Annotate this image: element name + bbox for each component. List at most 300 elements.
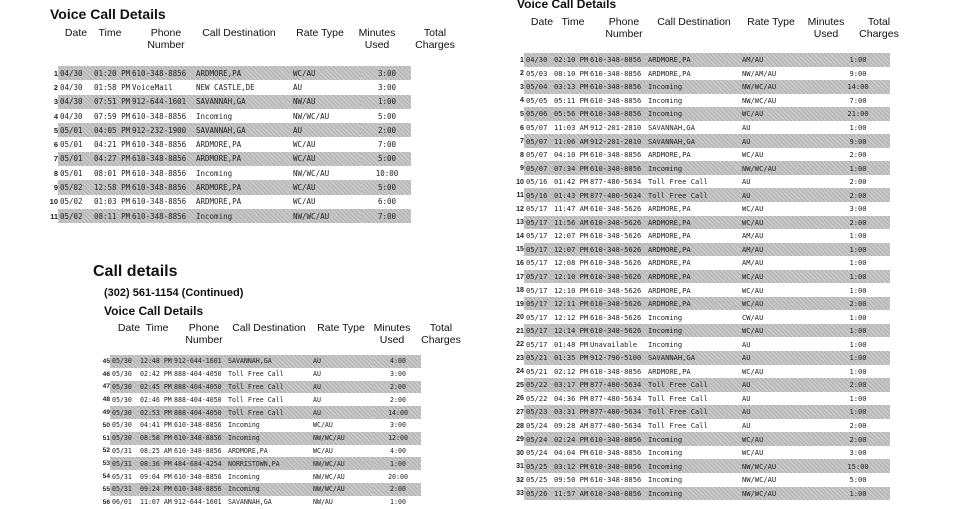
minutes-cell: 1:00 bbox=[849, 231, 867, 241]
destination-cell: Incoming bbox=[648, 448, 683, 458]
minutes-cell: 2:00 bbox=[824, 297, 890, 311]
destination-cell: Incoming bbox=[228, 472, 260, 481]
row-number: 9 bbox=[53, 183, 58, 193]
table-row bbox=[500, 446, 890, 460]
phone-cell: 877-480-5634 bbox=[590, 421, 642, 431]
phone-number-header: Phone Number bbox=[147, 27, 185, 51]
table-row bbox=[500, 297, 890, 311]
table-row bbox=[500, 188, 890, 202]
minutes-cell: 1:00 bbox=[849, 393, 867, 403]
time-header: Time bbox=[561, 16, 585, 28]
row-number: 24 bbox=[516, 367, 524, 376]
rate-type-cell: NW/AU bbox=[291, 95, 361, 109]
minutes-cell: 14:00 bbox=[373, 406, 421, 419]
time-cell: 01:35 PM bbox=[552, 351, 588, 365]
minutes-cell: 5:00 bbox=[361, 152, 411, 166]
time-cell: 12:07 PM bbox=[552, 243, 588, 257]
phone-cell: 610-348-8856 bbox=[172, 432, 226, 445]
rate-type-cell: AU bbox=[742, 421, 751, 431]
phone-cell: 912-790-5100 bbox=[588, 351, 646, 365]
table-row bbox=[34, 95, 411, 109]
phone-cell: 610-348-8856 bbox=[130, 152, 194, 166]
rate-type-cell: NW/WC/AU bbox=[311, 483, 373, 496]
time-cell: 02:10 PM bbox=[552, 53, 588, 67]
rate-type-cell: NW/WC/AU bbox=[293, 168, 330, 178]
rate-type-cell: NW/WC/AU bbox=[740, 487, 824, 501]
phone-cell: 912-644-1601 bbox=[172, 355, 226, 368]
row-number: 10 bbox=[49, 197, 58, 207]
call-table-right bbox=[500, 53, 890, 500]
date-cell: 05/30 bbox=[112, 370, 132, 379]
rate-type-cell: AU bbox=[740, 351, 824, 365]
time-cell: 11:03 AM bbox=[554, 123, 588, 132]
rate-type-cell: NW/WC/AU bbox=[740, 459, 824, 473]
table-row bbox=[34, 123, 411, 137]
rate-type-cell: NW/WC/AU bbox=[293, 111, 330, 121]
rate-type-cell: NW/WC/AU bbox=[311, 457, 373, 470]
time-cell: 12:07 PM bbox=[554, 231, 588, 241]
date-cell: 05/24 bbox=[526, 448, 548, 458]
date-cell: 05/23 bbox=[524, 405, 552, 419]
table-row bbox=[86, 381, 421, 394]
destination-cell: Incoming bbox=[648, 339, 683, 349]
row-number: 1 bbox=[520, 55, 524, 64]
table-row bbox=[500, 243, 890, 257]
date-header: Date bbox=[117, 322, 141, 334]
destination-cell: ARDMORE,PA bbox=[646, 297, 740, 311]
destination-cell: Toll Free Call bbox=[646, 405, 740, 419]
table-row bbox=[500, 405, 890, 419]
time-cell: 12:14 PM bbox=[552, 324, 588, 338]
destination-cell: ARDMORE,PA bbox=[646, 243, 740, 257]
rate-type-cell: AM/AU bbox=[740, 243, 824, 257]
time-cell: 04:10 PM bbox=[554, 150, 588, 160]
table-row bbox=[86, 483, 421, 496]
destination-cell: SAVANNAH,GA bbox=[648, 123, 695, 132]
phone-cell: 610-348-8856 bbox=[132, 111, 187, 121]
table-row bbox=[86, 457, 421, 470]
minutes-cell: 2:00 bbox=[824, 188, 890, 202]
destination-cell: ARDMORE,PA bbox=[648, 366, 691, 376]
phone-cell: 610-348-8856 bbox=[132, 197, 187, 207]
destination-cell: Incoming bbox=[196, 168, 233, 178]
minutes-cell: 1:00 bbox=[824, 405, 890, 419]
date-cell: 05/24 bbox=[524, 432, 552, 446]
rate-type-cell: AU bbox=[742, 177, 751, 187]
minutes-cell: 10:00 bbox=[375, 168, 399, 178]
phone-cell: 610-348-8856 bbox=[132, 140, 187, 150]
table-row bbox=[500, 432, 890, 446]
date-cell: 05/07 bbox=[524, 161, 552, 175]
destination-cell: Incoming bbox=[646, 161, 740, 175]
time-cell: 07:59 PM bbox=[94, 111, 130, 121]
destination-cell: Incoming bbox=[196, 111, 233, 121]
rate-type-cell: WC/AU bbox=[740, 107, 824, 121]
date-cell: 05/30 bbox=[110, 355, 138, 368]
minutes-cell: 9:00 bbox=[849, 68, 867, 78]
call-table-left-top bbox=[34, 66, 411, 223]
phone-cell: 610-348-5626 bbox=[590, 258, 642, 268]
row-number: 6 bbox=[53, 140, 58, 150]
table-row bbox=[500, 310, 890, 324]
date-cell: 05/02 bbox=[58, 209, 92, 223]
destination-cell: Incoming bbox=[646, 324, 740, 338]
minutes-cell: 20:00 bbox=[388, 472, 408, 481]
minutes-cell: 3:00 bbox=[377, 82, 397, 92]
table-row bbox=[34, 109, 411, 123]
row-number: 48 bbox=[102, 396, 110, 404]
rate-type-cell: AU bbox=[311, 406, 373, 419]
phone-cell: 912-232-1900 bbox=[130, 123, 194, 137]
destination-cell: ARDMORE,PA bbox=[648, 285, 691, 295]
time-cell: 12:10 PM bbox=[554, 285, 588, 295]
time-cell: 01:43 PM bbox=[552, 188, 588, 202]
time-header: Time bbox=[145, 322, 169, 334]
table-row bbox=[34, 80, 411, 94]
call-destination-header: Call Destination bbox=[232, 322, 306, 334]
destination-cell: ARDMORE,PA bbox=[646, 216, 740, 230]
time-cell: 12:12 PM bbox=[554, 312, 588, 322]
table-row bbox=[34, 180, 411, 194]
minutes-cell: 1:00 bbox=[390, 498, 406, 507]
time-cell: 01:58 PM bbox=[94, 82, 130, 92]
phone-cell: 610-348-8856 bbox=[588, 161, 646, 175]
phone-cell: 888-404-4050 bbox=[172, 406, 226, 419]
row-number: 47 bbox=[102, 383, 110, 391]
row-number: 10 bbox=[516, 177, 524, 186]
rate-type-cell: CW/AU bbox=[742, 312, 764, 322]
table-row bbox=[500, 256, 890, 270]
time-cell: 03:12 PM bbox=[552, 459, 588, 473]
table-row bbox=[500, 175, 890, 189]
row-number: 49 bbox=[102, 409, 110, 417]
rate-type-header: Rate Type bbox=[296, 27, 344, 39]
table-row bbox=[86, 445, 421, 458]
row-number: 50 bbox=[102, 421, 110, 429]
table-row bbox=[500, 378, 890, 392]
rate-type-cell: NW/WC/AU bbox=[291, 209, 361, 223]
table-row bbox=[86, 470, 421, 483]
minutes-cell: 1:00 bbox=[849, 312, 867, 322]
call-destination-header: Call Destination bbox=[202, 27, 276, 39]
date-cell: 05/17 bbox=[526, 285, 548, 295]
minutes-cell: 9:00 bbox=[824, 134, 890, 148]
row-number: 13 bbox=[516, 218, 524, 227]
date-cell: 05/03 bbox=[526, 68, 548, 78]
row-number: 51 bbox=[102, 434, 110, 442]
time-cell: 09:24 PM bbox=[138, 483, 172, 496]
destination-cell: ARDMORE,PA bbox=[196, 140, 242, 150]
row-number: 2 bbox=[53, 82, 58, 92]
phone-cell: 610-348-8856 bbox=[174, 421, 222, 430]
phone-cell: 610-348-5626 bbox=[588, 297, 646, 311]
date-cell: 05/16 bbox=[526, 177, 548, 187]
date-cell: 05/02 bbox=[60, 197, 83, 207]
destination-cell: Incoming bbox=[194, 209, 291, 223]
table-row bbox=[500, 365, 890, 379]
date-cell: 05/31 bbox=[112, 446, 132, 455]
time-cell: 02:46 PM bbox=[140, 395, 172, 404]
time-cell: 11:56 AM bbox=[552, 216, 588, 230]
destination-cell: ARDMORE,PA bbox=[648, 204, 691, 214]
destination-cell: Toll Free Call bbox=[648, 177, 708, 187]
rate-type-cell: WC/AU bbox=[742, 448, 764, 458]
row-number: 4 bbox=[520, 96, 524, 105]
minutes-cell: 4:00 bbox=[390, 446, 406, 455]
rate-type-cell: AU bbox=[293, 82, 303, 92]
rate-type-cell: WC/AU bbox=[740, 297, 824, 311]
phone-cell: 877-480-5634 bbox=[588, 378, 646, 392]
rate-type-cell: NW/WC/AU bbox=[742, 475, 777, 485]
minutes-cell: 1:00 bbox=[824, 487, 890, 501]
row-number: 12 bbox=[516, 204, 524, 213]
table-row bbox=[500, 216, 890, 230]
row-number: 31 bbox=[516, 462, 524, 471]
destination-cell: SAVANNAH,GA bbox=[646, 351, 740, 365]
destination-cell: ARDMORE,PA bbox=[648, 150, 691, 160]
row-number: 17 bbox=[516, 272, 524, 281]
date-cell: 05/17 bbox=[524, 243, 552, 257]
rate-type-cell: AM/AU bbox=[740, 53, 824, 67]
time-cell: 09:28 AM bbox=[554, 421, 588, 431]
minutes-cell: 5:00 bbox=[849, 475, 867, 485]
destination-cell: ARDMORE,PA bbox=[194, 66, 291, 80]
time-cell: 03:13 PM bbox=[552, 80, 588, 94]
table-row bbox=[34, 166, 411, 180]
date-cell: 05/17 bbox=[524, 324, 552, 338]
date-cell: 05/30 bbox=[112, 421, 132, 430]
total-charges-header: Total Charges bbox=[415, 27, 455, 51]
destination-cell: ARDMORE,PA bbox=[194, 180, 291, 194]
destination-cell: Incoming bbox=[646, 432, 740, 446]
time-cell: 12:11 PM bbox=[552, 297, 588, 311]
rate-type-cell: WC/AU bbox=[293, 140, 316, 150]
date-cell: 05/30 bbox=[110, 406, 138, 419]
rate-type-cell: WC/AU bbox=[293, 197, 316, 207]
row-number: 19 bbox=[516, 299, 524, 308]
time-cell: 04:04 PM bbox=[554, 448, 588, 458]
phone-cell: 877-480-5634 bbox=[588, 405, 646, 419]
table-row bbox=[500, 148, 890, 162]
minutes-cell: 1:00 bbox=[824, 351, 890, 365]
phone-cell: 610-348-8856 bbox=[588, 53, 646, 67]
destination-cell: Incoming bbox=[226, 432, 311, 445]
rate-type-cell: AU bbox=[740, 134, 824, 148]
date-cell: 05/24 bbox=[526, 421, 548, 431]
destination-cell: Toll Free Call bbox=[226, 406, 311, 419]
phone-cell: 610-348-8856 bbox=[588, 107, 646, 121]
minutes-cell: 14:00 bbox=[824, 80, 890, 94]
destination-cell: Incoming bbox=[646, 107, 740, 121]
time-cell: 11:47 AM bbox=[554, 204, 588, 214]
date-cell: 05/25 bbox=[524, 459, 552, 473]
rate-type-header: Rate Type bbox=[747, 16, 795, 28]
minutes-cell: 15:00 bbox=[824, 459, 890, 473]
row-number: 46 bbox=[102, 370, 110, 378]
minutes-cell: 2:00 bbox=[824, 432, 890, 446]
rate-type-cell: AU bbox=[740, 405, 824, 419]
date-cell: 04/30 bbox=[58, 95, 92, 109]
time-cell: 12:48 PM bbox=[138, 355, 172, 368]
minutes-cell: 1:00 bbox=[361, 95, 411, 109]
time-cell: 11:06 AM bbox=[552, 134, 588, 148]
rate-type-cell: AU bbox=[742, 339, 751, 349]
phone-cell: 912-644-1601 bbox=[174, 498, 222, 507]
destination-cell: ARDMORE,PA bbox=[228, 446, 268, 455]
rate-type-cell: WC/AU bbox=[742, 204, 764, 214]
minutes-cell: 6:00 bbox=[377, 197, 397, 207]
date-cell: 05/17 bbox=[524, 216, 552, 230]
time-cell: 11:57 AM bbox=[552, 487, 588, 501]
row-number: 28 bbox=[516, 421, 524, 430]
minutes-cell: 21:00 bbox=[824, 107, 890, 121]
table-row bbox=[34, 137, 411, 151]
rate-type-cell: AU bbox=[291, 123, 361, 137]
rate-type-cell: AU bbox=[313, 370, 321, 379]
date-cell: 04/30 bbox=[60, 111, 83, 121]
table-row bbox=[500, 107, 890, 121]
phone-cell: 610-348-5626 bbox=[588, 243, 646, 257]
section-title-left-bottom: Voice Call Details bbox=[104, 304, 204, 318]
row-number: 8 bbox=[53, 168, 58, 178]
phone-cell: 610-348-8856 bbox=[588, 80, 646, 94]
date-cell: 05/17 bbox=[526, 339, 548, 349]
date-cell: 05/01 bbox=[60, 140, 83, 150]
destination-cell: Toll Free Call bbox=[228, 395, 284, 404]
row-number: 4 bbox=[53, 111, 58, 121]
table-row bbox=[34, 152, 411, 166]
table-row bbox=[500, 161, 890, 175]
date-cell: 05/17 bbox=[524, 270, 552, 284]
table-row bbox=[500, 80, 890, 94]
minutes-cell: 2:00 bbox=[824, 216, 890, 230]
row-number: 14 bbox=[516, 231, 524, 240]
rate-type-cell: WC/AU bbox=[740, 432, 824, 446]
date-cell: 05/17 bbox=[526, 231, 548, 241]
rate-type-cell: WC/AU bbox=[742, 366, 764, 376]
date-cell: 05/05 bbox=[526, 95, 548, 105]
time-cell: 01:48 PM bbox=[554, 339, 588, 349]
time-cell: 01:03 PM bbox=[94, 197, 130, 207]
minutes-cell: 7:00 bbox=[849, 95, 867, 105]
phone-cell: 484-684-4254 bbox=[172, 457, 226, 470]
phone-cell: 912-644-1601 bbox=[130, 95, 194, 109]
time-cell: 04:36 PM bbox=[554, 393, 588, 403]
phone-cell: 610-348-5626 bbox=[590, 285, 642, 295]
phone-cell: 610-348-8856 bbox=[174, 446, 222, 455]
phone-cell: 610-348-5626 bbox=[588, 270, 646, 284]
time-cell: 02:42 PM bbox=[140, 370, 172, 379]
time-cell: 08:10 PM bbox=[554, 68, 588, 78]
total-charges-header: Total Charges bbox=[421, 322, 461, 346]
call-table-left-bottom bbox=[86, 355, 421, 509]
rate-type-cell: NW/WC/AU bbox=[740, 80, 824, 94]
row-number: 1 bbox=[53, 68, 58, 78]
date-cell: 05/30 bbox=[112, 395, 132, 404]
phone-cell: 888-404-4050 bbox=[174, 370, 222, 379]
destination-cell: SAVANNAH,GA bbox=[228, 498, 272, 507]
minutes-cell: 1:00 bbox=[824, 161, 890, 175]
table-row bbox=[500, 270, 890, 284]
date-cell: 05/17 bbox=[526, 258, 548, 268]
destination-cell: ARDMORE,PA bbox=[648, 231, 691, 241]
minutes-cell: 1:00 bbox=[849, 123, 867, 132]
time-cell: 07:34 PM bbox=[552, 161, 588, 175]
rate-type-header: Rate Type bbox=[317, 322, 365, 334]
destination-cell: SAVANNAH,GA bbox=[646, 134, 740, 148]
minutes-cell: 5:00 bbox=[361, 180, 411, 194]
row-number: 27 bbox=[516, 407, 524, 416]
destination-cell: Toll Free Call bbox=[646, 188, 740, 202]
section-title-left-top: Voice Call Details bbox=[50, 6, 166, 22]
row-number: 15 bbox=[516, 245, 524, 254]
destination-cell: SAVANNAH,GA bbox=[194, 95, 291, 109]
date-cell: 05/31 bbox=[110, 483, 138, 496]
time-cell: 05:11 PM bbox=[554, 95, 588, 105]
phone-cell: 610-348-5626 bbox=[588, 216, 646, 230]
table-row bbox=[500, 229, 890, 243]
date-cell: 05/01 bbox=[60, 168, 83, 178]
table-row bbox=[500, 473, 890, 487]
destination-cell: ARDMORE,PA bbox=[648, 68, 691, 78]
minutes-cell: 1:00 bbox=[849, 285, 867, 295]
table-row bbox=[500, 67, 890, 81]
date-cell: 05/02 bbox=[58, 180, 92, 194]
row-number: 53 bbox=[102, 460, 110, 468]
row-number: 55 bbox=[102, 485, 110, 493]
row-number: 8 bbox=[520, 150, 524, 159]
date-cell: 05/30 bbox=[110, 432, 138, 445]
rate-type-cell: AU bbox=[311, 381, 373, 394]
date-cell: 05/22 bbox=[526, 393, 548, 403]
phone-cell: 610-348-8856 bbox=[130, 180, 194, 194]
row-number: 5 bbox=[520, 109, 524, 118]
row-number: 3 bbox=[53, 97, 58, 107]
minutes-cell: 3:00 bbox=[849, 204, 867, 214]
minutes-cell: 1:00 bbox=[824, 324, 890, 338]
time-cell: 12:58 PM bbox=[92, 180, 130, 194]
row-number: 54 bbox=[102, 473, 110, 481]
phone-cell: 610-348-8856 bbox=[590, 150, 642, 160]
phone-cell: 610-348-5626 bbox=[590, 231, 642, 241]
minutes-cell: 7:00 bbox=[361, 209, 411, 223]
row-number: 45 bbox=[102, 357, 110, 365]
minutes-cell: 2:00 bbox=[373, 381, 421, 394]
date-cell: 06/01 bbox=[112, 498, 132, 507]
rate-type-cell: NW/WC/AU bbox=[742, 95, 777, 105]
row-number: 16 bbox=[516, 258, 524, 267]
date-cell: 04/30 bbox=[524, 53, 552, 67]
time-cell: 05:56 PM bbox=[552, 107, 588, 121]
minutes-cell: 2:00 bbox=[390, 395, 406, 404]
minutes-used-header: Minutes Used bbox=[373, 322, 411, 346]
date-cell: 05/16 bbox=[524, 188, 552, 202]
section-title-right: Voice Call Details bbox=[517, 0, 617, 11]
row-number: 11 bbox=[516, 191, 524, 200]
rate-type-cell: AU bbox=[313, 395, 321, 404]
time-cell: 09:50 PM bbox=[554, 475, 588, 485]
rate-type-cell: NW/AM/AU bbox=[742, 68, 777, 78]
destination-cell: Incoming bbox=[646, 459, 740, 473]
date-cell: 05/01 bbox=[58, 152, 92, 166]
minutes-cell: 1:00 bbox=[824, 243, 890, 257]
row-number: 18 bbox=[516, 286, 524, 295]
phone-cell: 610-348-8856 bbox=[590, 448, 642, 458]
destination-cell: Incoming bbox=[648, 312, 683, 322]
minutes-cell: 1:00 bbox=[849, 366, 867, 376]
row-number: 20 bbox=[516, 313, 524, 322]
row-number: 33 bbox=[516, 489, 524, 498]
